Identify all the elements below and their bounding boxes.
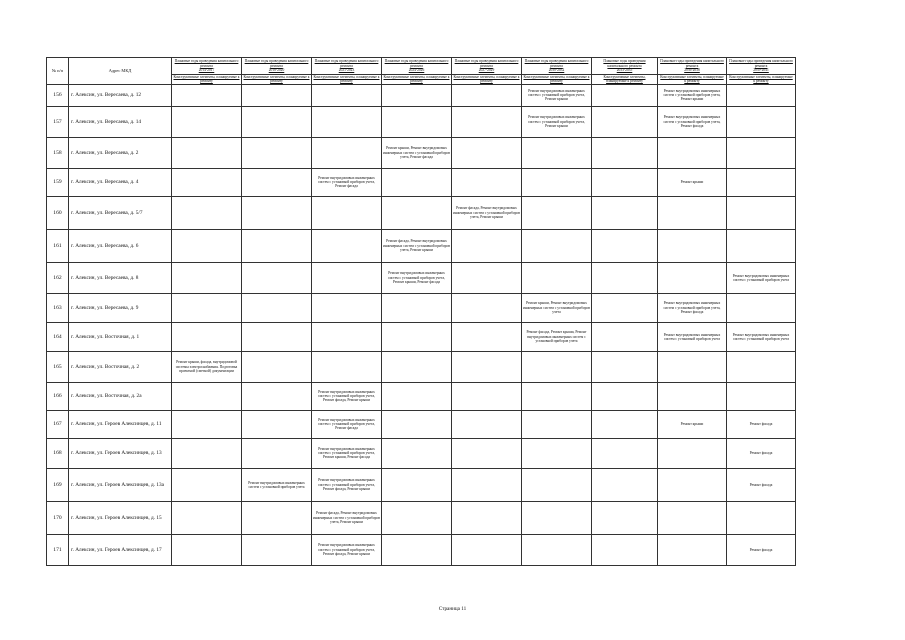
repair-cell-2027-2029 xyxy=(452,293,522,322)
row-address: г. Алексин, ул. Восточная, д. 2 xyxy=(69,351,172,382)
table-row xyxy=(47,534,796,565)
repair-cell-2030-2032 xyxy=(522,229,592,262)
row-address: г. Алексин, ул. Героев Алексинцев, д. 11 xyxy=(69,410,172,438)
repair-cell-2030-2032: Ремонт фасада, Ремонт крыши, Ремонт внутридомовых инженерных систем с установкой приборов учета xyxy=(522,322,592,351)
repair-cell-2027-2029 xyxy=(452,84,522,106)
repair-cell-2033-2035 xyxy=(592,438,658,468)
repair-cell-2024-2026 xyxy=(382,468,452,501)
repair-cell-2036-2038: Ремонт внутридомовых инженерных систем с установкой приборов учета, Ремонт фасада xyxy=(658,293,727,322)
table-row xyxy=(47,293,796,322)
repair-cell-2021-2023: Ремонт внутридомовых инженерных систем с установкой приборов учета, Ремонт фасада xyxy=(312,168,382,196)
repair-cell-2014-2017 xyxy=(172,293,242,322)
repair-cell-2024-2026 xyxy=(382,501,452,534)
repair-cell-2024-2026 xyxy=(382,322,452,351)
table-row xyxy=(47,262,796,293)
header-period-2018-2020 xyxy=(242,58,312,75)
row-number: 160 xyxy=(47,196,69,229)
repair-cell-2021-2023: Ремонт внутридомовых инженерных систем с установкой приборов учета, Ремонт фасада, Ремонт крыши xyxy=(312,534,382,565)
repair-cell-2036-2038: Ремонт внутридомовых инженерных систем с установкой приборов учета xyxy=(658,322,727,351)
repair-cell-2036-2038 xyxy=(658,196,727,229)
repair-cell-2024-2026 xyxy=(382,410,452,438)
header-elements-label: Конструктивные элементы, планируемые к ремонту xyxy=(383,75,450,84)
row-address: г. Алексин, ул. Вересаева, д. 2 xyxy=(69,137,172,168)
table-row xyxy=(47,137,796,168)
repair-cell-2036-2038 xyxy=(658,351,727,382)
repair-cell-2014-2017 xyxy=(172,137,242,168)
table-row xyxy=(47,351,796,382)
header-period-2014-2017 xyxy=(172,58,242,75)
table-body xyxy=(47,84,796,565)
repair-cell-2033-2035 xyxy=(592,468,658,501)
row-address: г. Алексин, ул. Вересаева, д. 14 xyxy=(69,106,172,137)
repair-cell-2021-2023 xyxy=(312,106,382,137)
row-number: 161 xyxy=(47,229,69,262)
row-number: 166 xyxy=(47,382,69,410)
table-row xyxy=(47,196,796,229)
repair-cell-2027-2029 xyxy=(452,534,522,565)
repair-cell-2030-2032 xyxy=(522,468,592,501)
repair-cell-2014-2017 xyxy=(172,438,242,468)
row-address: г. Алексин, ул. Вересаева, д. 4 xyxy=(69,168,172,196)
repair-cell-2018-2020 xyxy=(242,168,312,196)
repair-cell-2030-2032 xyxy=(522,196,592,229)
header-row-periods xyxy=(47,58,796,75)
repair-cell-2033-2035 xyxy=(592,382,658,410)
repair-cell-2036-2038 xyxy=(658,137,727,168)
repair-cell-2024-2026 xyxy=(382,351,452,382)
repair-cell-2039-2041: Ремонт внутридомовых инженерных систем с установкой приборов учета xyxy=(727,262,796,293)
repair-cell-2033-2035 xyxy=(592,137,658,168)
repair-cell-2018-2020 xyxy=(242,534,312,565)
row-number: 157 xyxy=(47,106,69,137)
repair-cell-2027-2029 xyxy=(452,501,522,534)
repair-cell-2036-2038 xyxy=(658,534,727,565)
repair-cell-2021-2023: Ремонт внутридомовых инженерных систем с установкой приборов учета, Ремонт фасада xyxy=(312,410,382,438)
repair-cell-2039-2041: Ремонт фасада xyxy=(727,438,796,468)
row-number: 163 xyxy=(47,293,69,322)
repair-cell-2018-2020 xyxy=(242,196,312,229)
table-row xyxy=(47,84,796,106)
repair-cell-2033-2035 xyxy=(592,322,658,351)
repair-cell-2036-2038: Ремонт внутридомовых инженерных систем с установкой приборов учета, Ремонт крыши xyxy=(658,84,727,106)
repair-cell-2014-2017 xyxy=(172,322,242,351)
repair-cell-2021-2023 xyxy=(312,351,382,382)
repair-cell-2021-2023: Ремонт внутридомовых инженерных систем с установкой приборов учета, Ремонт фасада, Ремонт крыши xyxy=(312,382,382,410)
header-period-2021-2023 xyxy=(312,58,382,75)
repair-cell-2027-2029 xyxy=(452,137,522,168)
row-address: г. Алексин, ул. Героев Алексинцев, д. 15 xyxy=(69,501,172,534)
repair-cell-2027-2029 xyxy=(452,106,522,137)
repair-cell-2018-2020 xyxy=(242,262,312,293)
header-elements-label: Конструктивные элементы, планируемые к ремонту xyxy=(313,75,380,84)
row-address: г. Алексин, ул. Вересаева, д. 9 xyxy=(69,293,172,322)
row-address: г. Алексин, ул. Героев Алексинцев, д. 13 xyxy=(69,438,172,468)
header-period-years: 2018-2020 xyxy=(268,68,285,73)
repair-cell-2036-2038 xyxy=(658,438,727,468)
repair-cell-2036-2038: Ремонт крыши xyxy=(658,168,727,196)
repair-cell-2033-2035 xyxy=(592,84,658,106)
repair-cell-2036-2038: Ремонт крыши xyxy=(658,410,727,438)
repair-cell-2027-2029 xyxy=(452,410,522,438)
repair-cell-2018-2020 xyxy=(242,137,312,168)
header-period-title: Плановые годы проведения капитального ремонта xyxy=(314,59,379,68)
repair-cell-2018-2020 xyxy=(242,229,312,262)
repair-cell-2039-2041 xyxy=(727,137,796,168)
table-row xyxy=(47,106,796,137)
repair-cell-2039-2041: Ремонт фасада xyxy=(727,534,796,565)
repair-cell-2033-2035 xyxy=(592,262,658,293)
header-period-title: Плановые годы проведения капитального ремонта xyxy=(244,59,309,68)
repair-cell-2014-2017 xyxy=(172,168,242,196)
header-elements-label: Конструктивные элементы, планируемые к ремонту xyxy=(243,75,310,84)
repair-schedule-table xyxy=(46,57,796,566)
repair-cell-2039-2041 xyxy=(727,84,796,106)
repair-cell-2014-2017 xyxy=(172,262,242,293)
repair-cell-2021-2023: Ремонт внутридомовых инженерных систем с установкой приборов учета, Ремонт фасада, Ремонт крыши xyxy=(312,468,382,501)
header-num: № п/п xyxy=(47,58,69,85)
repair-cell-2018-2020 xyxy=(242,84,312,106)
repair-cell-2018-2020 xyxy=(242,351,312,382)
repair-cell-2033-2035 xyxy=(592,410,658,438)
repair-cell-2018-2020 xyxy=(242,501,312,534)
repair-cell-2014-2017 xyxy=(172,196,242,229)
header-elements-label: Конструктивные элементы, планируемые к ремонту xyxy=(453,75,520,84)
repair-cell-2039-2041: Ремонт фасада xyxy=(727,468,796,501)
repair-cell-2018-2020 xyxy=(242,106,312,137)
repair-cell-2039-2041: Ремонт внутридомовых инженерных систем с установкой приборов учета xyxy=(727,322,796,351)
repair-cell-2027-2029 xyxy=(452,262,522,293)
repair-cell-2024-2026: Ремонт внутридомовых инженерных систем с установкой приборов учета, Ремонт крыши, Ремонт фасада xyxy=(382,262,452,293)
repair-cell-2030-2032: Ремонт внутридомовых инженерных систем с установкой приборов учета, Ремонт крыши xyxy=(522,106,592,137)
row-number: 165 xyxy=(47,351,69,382)
repair-cell-2030-2032 xyxy=(522,168,592,196)
repair-cell-2039-2041 xyxy=(727,229,796,262)
repair-cell-2027-2029: Ремонт фасада, Ремонт внутридомовых инженерных систем с установкой приборов учета, Ремонт крыши xyxy=(452,196,522,229)
repair-cell-2018-2020: Ремонт внутридомовых инженерных систем с установкой приборов учета xyxy=(242,468,312,501)
table-header xyxy=(47,58,796,85)
repair-cell-2039-2041 xyxy=(727,382,796,410)
repair-cell-2039-2041 xyxy=(727,293,796,322)
repair-cell-2024-2026 xyxy=(382,106,452,137)
header-address: Адрес МКД xyxy=(69,58,172,85)
header-period-title: Плановые годы проведения капитального ремонта xyxy=(454,59,519,68)
repair-cell-2039-2041 xyxy=(727,168,796,196)
repair-cell-2014-2017 xyxy=(172,382,242,410)
header-period-2024-2026 xyxy=(382,58,452,75)
repair-cell-2014-2017 xyxy=(172,534,242,565)
header-period-title: Плановые годы проведения капитального ремонта xyxy=(660,59,724,68)
row-number: 167 xyxy=(47,410,69,438)
row-address: г. Алексин, ул. Восточная, д. 2а xyxy=(69,382,172,410)
header-elements-label: Конструктивные элементы, планируемые к ремонту xyxy=(523,75,590,84)
repair-cell-2033-2035 xyxy=(592,196,658,229)
repair-cell-2021-2023 xyxy=(312,137,382,168)
repair-cell-2024-2026 xyxy=(382,196,452,229)
row-address: г. Алексин, ул. Героев Алексинцев, д. 13а xyxy=(69,468,172,501)
repair-cell-2021-2023: Ремонт фасада, Ремонт внутридомовых инженерных систем с установкой приборов учета, Ремонт крыши xyxy=(312,501,382,534)
repair-cell-2018-2020 xyxy=(242,322,312,351)
header-period-years: 2027-2029 xyxy=(478,68,495,73)
repair-cell-2036-2038 xyxy=(658,382,727,410)
repair-cell-2033-2035 xyxy=(592,534,658,565)
row-number: 169 xyxy=(47,468,69,501)
repair-cell-2027-2029 xyxy=(452,168,522,196)
repair-cell-2036-2038 xyxy=(658,501,727,534)
repair-cell-2039-2041 xyxy=(727,196,796,229)
repair-cell-2024-2026: Ремонт крыши, Ремонт внутридомовых инженерных систем с установкой приборов учета, Ремонт фасада xyxy=(382,137,452,168)
repair-cell-2027-2029 xyxy=(452,438,522,468)
repair-cell-2027-2029 xyxy=(452,322,522,351)
header-period-title: Плановые годы проведения капитального ремонта xyxy=(603,59,646,68)
repair-cell-2014-2017 xyxy=(172,468,242,501)
repair-cell-2014-2017 xyxy=(172,501,242,534)
repair-cell-2030-2032 xyxy=(522,382,592,410)
header-elements-label: Конструктивные элементы, планируемые к ремонту xyxy=(658,75,727,85)
repair-cell-2039-2041 xyxy=(727,501,796,534)
repair-cell-2014-2017: Ремонт крыши, фасада, внутридомовой системы электроснабжения. Подготовка проектной (сметной) документации xyxy=(172,351,242,382)
header-period-2033-2035 xyxy=(592,58,658,75)
row-number: 156 xyxy=(47,84,69,106)
repair-cell-2027-2029 xyxy=(452,229,522,262)
repair-cell-2021-2023 xyxy=(312,322,382,351)
repair-cell-2033-2035 xyxy=(592,351,658,382)
repair-cell-2039-2041: Ремонт фасада xyxy=(727,410,796,438)
row-number: 168 xyxy=(47,438,69,468)
repair-cell-2036-2038 xyxy=(658,468,727,501)
repair-cell-2033-2035 xyxy=(592,501,658,534)
header-elements-label: Конструктивные элементы, планируемые к ремонту xyxy=(727,75,796,85)
repair-cell-2027-2029 xyxy=(452,468,522,501)
repair-cell-2027-2029 xyxy=(452,351,522,382)
repair-cell-2018-2020 xyxy=(242,438,312,468)
repair-cell-2030-2032 xyxy=(522,501,592,534)
table-row xyxy=(47,410,796,438)
repair-cell-2039-2041 xyxy=(727,106,796,137)
repair-cell-2039-2041 xyxy=(727,351,796,382)
row-address: г. Алексин, ул. Восточная, д. 1 xyxy=(69,322,172,351)
repair-cell-2021-2023 xyxy=(312,229,382,262)
repair-cell-2033-2035 xyxy=(592,168,658,196)
repair-cell-2030-2032: Ремонт внутридомовых инженерных систем с установкой приборов учета, Ремонт крыши xyxy=(522,84,592,106)
repair-cell-2021-2023 xyxy=(312,293,382,322)
repair-cell-2024-2026 xyxy=(382,382,452,410)
repair-cell-2033-2035 xyxy=(592,229,658,262)
repair-cell-2030-2032 xyxy=(522,351,592,382)
repair-cell-2014-2017 xyxy=(172,106,242,137)
header-elements-label: Конструктивные элементы, планируемые к ремонту xyxy=(173,75,240,84)
row-address: г. Алексин, ул. Вересаева, д. 6 xyxy=(69,229,172,262)
header-period-years: 2039-2041 xyxy=(753,68,769,73)
repair-cell-2024-2026 xyxy=(382,534,452,565)
repair-cell-2014-2017 xyxy=(172,84,242,106)
header-period-2036-2038 xyxy=(658,58,727,75)
row-number: 162 xyxy=(47,262,69,293)
repair-cell-2018-2020 xyxy=(242,293,312,322)
header-period-years: 2014-2017 xyxy=(198,68,215,73)
header-period-years: 2021-2023 xyxy=(338,68,355,73)
row-number: 170 xyxy=(47,501,69,534)
table-row xyxy=(47,382,796,410)
header-period-2039-2041 xyxy=(727,58,796,75)
repair-cell-2021-2023 xyxy=(312,84,382,106)
header-period-2030-2032 xyxy=(522,58,592,75)
repair-cell-2036-2038: Ремонт внутридомовых инженерных систем с установкой приборов учета, Ремонт фасада xyxy=(658,106,727,137)
repair-cell-2030-2032 xyxy=(522,262,592,293)
header-period-years: 2036-2038 xyxy=(684,68,700,73)
repair-cell-2018-2020 xyxy=(242,382,312,410)
table-row xyxy=(47,438,796,468)
header-period-2027-2029 xyxy=(452,58,522,75)
repair-cell-2024-2026 xyxy=(382,438,452,468)
row-address: г. Алексин, ул. Вересаева, д. 8 xyxy=(69,262,172,293)
repair-cell-2024-2026: Ремонт фасада, Ремонт внутридомовых инженерных систем с установкой приборов учета, Ремонт крыши xyxy=(382,229,452,262)
repair-cell-2033-2035 xyxy=(592,293,658,322)
repair-cell-2036-2038 xyxy=(658,262,727,293)
repair-cell-2030-2032 xyxy=(522,137,592,168)
header-period-title: Плановые годы проведения капитального ремонта xyxy=(174,59,239,68)
table-row xyxy=(47,229,796,262)
table-row xyxy=(47,468,796,501)
header-period-years: 2030-2032 xyxy=(548,68,565,73)
repair-cell-2033-2035 xyxy=(592,106,658,137)
table-row xyxy=(47,501,796,534)
repair-cell-2030-2032 xyxy=(522,410,592,438)
header-period-title: Плановые годы проведения капитального ремонта xyxy=(729,59,793,68)
row-number: 159 xyxy=(47,168,69,196)
repair-cell-2014-2017 xyxy=(172,410,242,438)
repair-cell-2021-2023 xyxy=(312,196,382,229)
row-address: г. Алексин, ул. Героев Алексинцев, д. 17 xyxy=(69,534,172,565)
repair-cell-2021-2023 xyxy=(312,262,382,293)
page-number: Страница 11 xyxy=(438,606,467,612)
repair-cell-2030-2032 xyxy=(522,438,592,468)
row-number: 164 xyxy=(47,322,69,351)
repair-cell-2018-2020 xyxy=(242,410,312,438)
repair-cell-2014-2017 xyxy=(172,229,242,262)
repair-cell-2027-2029 xyxy=(452,382,522,410)
header-period-years: 2024-2026 xyxy=(408,68,425,73)
header-period-years: 2033-2035 xyxy=(616,68,633,73)
row-number: 171 xyxy=(47,534,69,565)
header-elements-label: Конструктивные элементы, планируемые к ремонту xyxy=(592,75,658,85)
row-number: 158 xyxy=(47,137,69,168)
repair-cell-2030-2032: Ремонт крыши, Ремонт внутридомовых инженерных систем с установкой приборов учета xyxy=(522,293,592,322)
repair-cell-2030-2032 xyxy=(522,534,592,565)
repair-cell-2024-2026 xyxy=(382,168,452,196)
table-row xyxy=(47,168,796,196)
repair-cell-2024-2026 xyxy=(382,293,452,322)
table-row xyxy=(47,322,796,351)
repair-cell-2036-2038 xyxy=(658,229,727,262)
header-period-title: Плановые годы проведения капитального ремонта xyxy=(384,59,449,68)
repair-cell-2021-2023: Ремонт внутридомовых инженерных систем с установкой приборов учета, Ремонт крыши, Ремонт фасада xyxy=(312,438,382,468)
row-address: г. Алексин, ул. Вересаева, д. 5/7 xyxy=(69,196,172,229)
header-period-title: Плановые годы проведения капитального ремонта xyxy=(524,59,589,68)
repair-cell-2024-2026 xyxy=(382,84,452,106)
row-address: г. Алексин, ул. Вересаева, д. 12 xyxy=(69,84,172,106)
